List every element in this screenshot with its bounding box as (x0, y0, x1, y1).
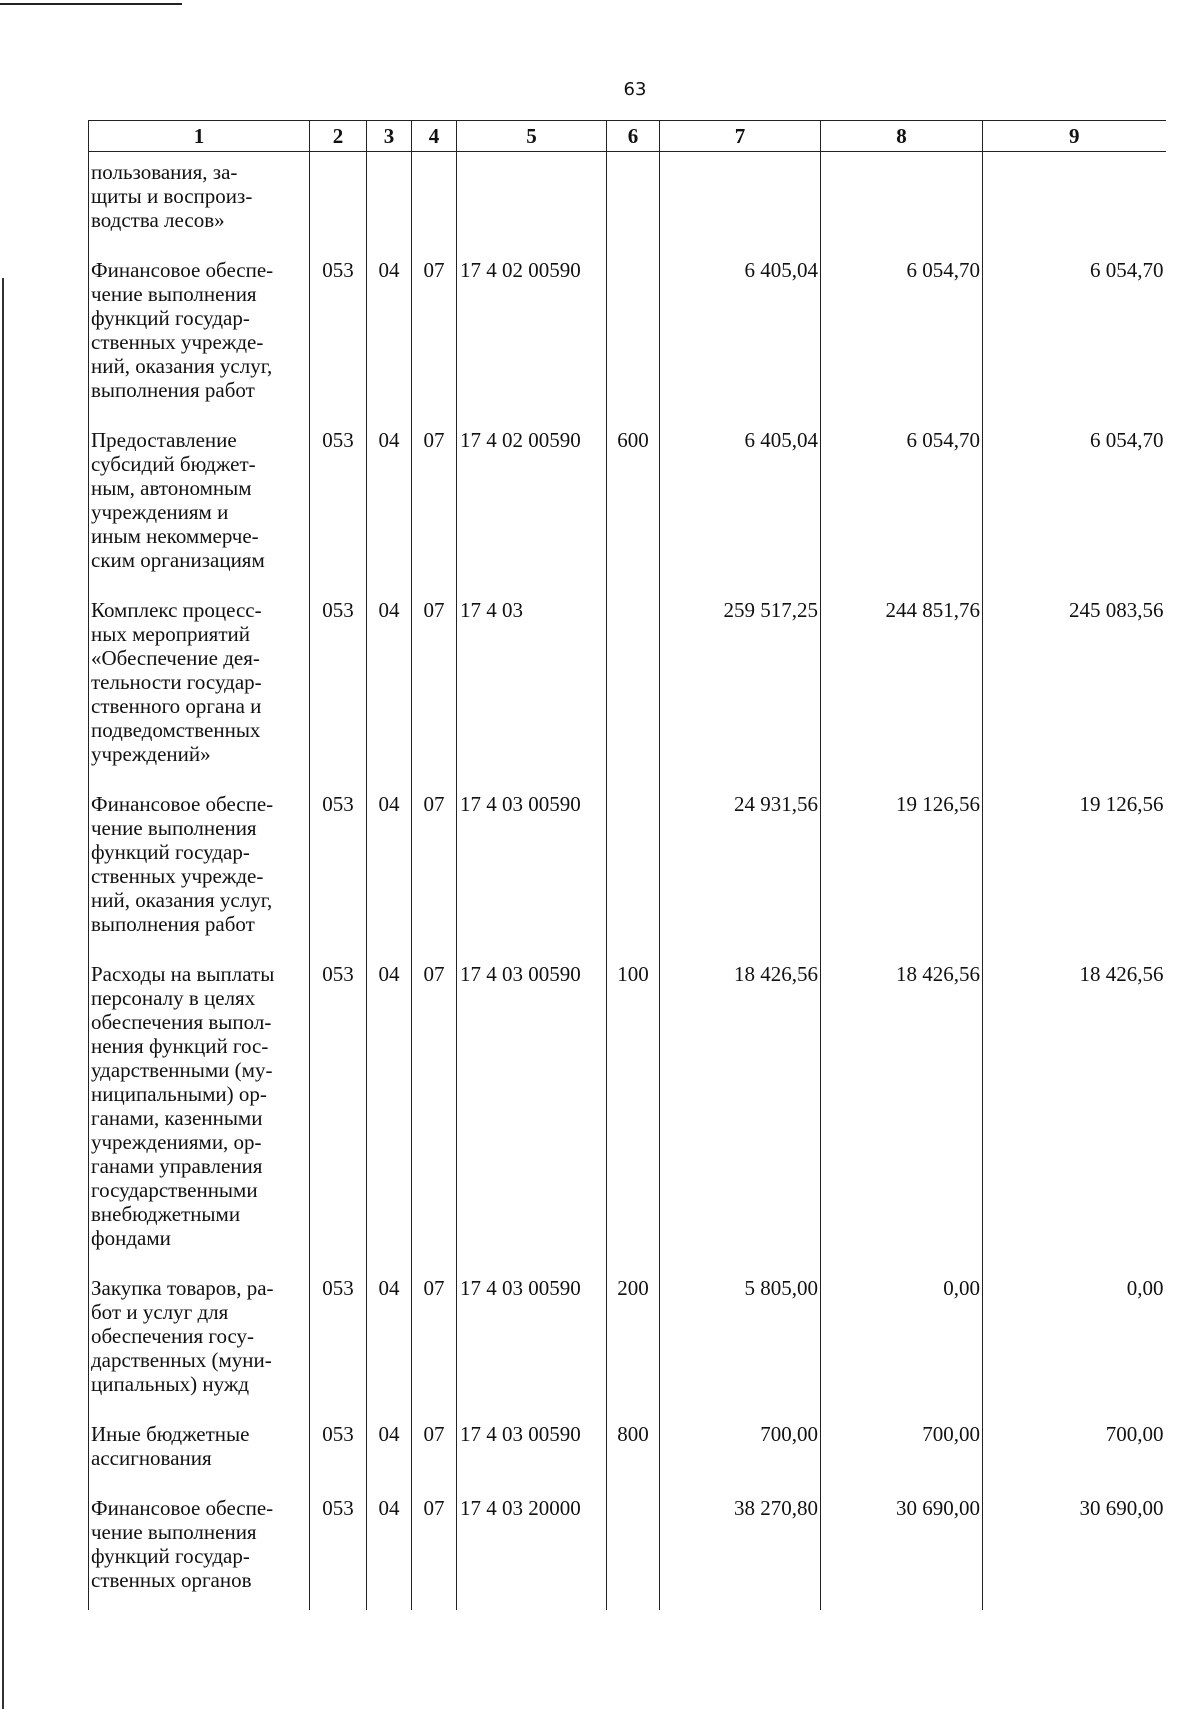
row-amount-year-1-text: 6 405,04 (744, 428, 818, 452)
header-col-4: 4 (412, 121, 457, 152)
row-section-text: 04 (378, 258, 400, 282)
row-amount-year-2 (821, 420, 983, 590)
row-amount-year-2 (821, 152, 983, 251)
row-description-text: Финансовое обеспе- чение выполнения функций государ- ственных учрежде- ний, оказания услуг, выполнения работ (91, 792, 274, 936)
row-description-text: Расходы на выплаты персоналу в целях обеспечения выпол- нения функций гос- ударственными (му- ниципальными) ор- ганами, казенными учреждениями, ор- ганами управления государственными внебюджетными фондами (91, 962, 275, 1250)
row-expense-type (607, 1488, 660, 1610)
row-section (367, 1414, 412, 1488)
row-amount-year-1 (660, 954, 821, 1268)
row-amount-year-3 (983, 1488, 1166, 1610)
row-section-text: 04 (378, 962, 400, 986)
table-row (89, 1414, 1166, 1488)
row-target-article-text: 17 4 03 00590 (460, 1422, 581, 1446)
row-ministry-code (310, 420, 367, 590)
header-col-8: 8 (821, 121, 983, 152)
row-amount-year-3 (983, 784, 1166, 954)
row-subsection-text: 07 (423, 1422, 445, 1446)
row-amount-year-1 (660, 420, 821, 590)
table-row (89, 420, 1166, 590)
row-amount-year-3-text: 700,00 (1105, 1422, 1164, 1446)
row-section (367, 152, 412, 251)
row-ministry-code-text: 053 (322, 258, 354, 282)
row-subsection (412, 152, 457, 251)
scan-edge-top (0, 3, 182, 5)
row-expense-type-text: 200 (617, 1276, 649, 1300)
row-description (89, 152, 310, 251)
row-target-article-text: 17 4 02 00590 (460, 428, 581, 452)
header-col-2: 2 (310, 121, 367, 152)
row-amount-year-2 (821, 1268, 983, 1414)
row-amount-year-3-text: 18 426,56 (1079, 962, 1164, 986)
row-amount-year-2 (821, 590, 983, 784)
row-amount-year-1-text: 259 517,25 (723, 598, 818, 622)
row-amount-year-3-text: 6 054,70 (1090, 258, 1164, 282)
row-amount-year-2-text: 244 851,76 (885, 598, 980, 622)
row-section (367, 954, 412, 1268)
row-section-text: 04 (378, 598, 400, 622)
row-section (367, 784, 412, 954)
row-target-article (457, 1488, 607, 1610)
row-amount-year-3-text: 6 054,70 (1090, 428, 1164, 452)
row-subsection (412, 1414, 457, 1488)
row-expense-type (607, 1268, 660, 1414)
row-subsection-text: 07 (423, 598, 445, 622)
row-target-article-text: 17 4 03 (460, 598, 523, 622)
row-ministry-code-text: 053 (322, 428, 354, 452)
row-ministry-code (310, 590, 367, 784)
table-header-row (89, 121, 1166, 152)
row-amount-year-3-text: 30 690,00 (1079, 1496, 1164, 1520)
row-subsection (412, 590, 457, 784)
row-amount-year-3 (983, 250, 1166, 420)
row-ministry-code-text: 053 (322, 1422, 354, 1446)
row-expense-type (607, 954, 660, 1268)
header-col-3: 3 (367, 121, 412, 152)
row-target-article-text: 17 4 03 00590 (460, 792, 581, 816)
row-target-article (457, 1414, 607, 1488)
row-amount-year-3 (983, 152, 1166, 251)
row-description (89, 1414, 310, 1488)
row-amount-year-3-text: 245 083,56 (1069, 598, 1164, 622)
row-description-text: Финансовое обеспе- чение выполнения функций государ- ственных учрежде- ний, оказания услуг, выполнения работ (91, 258, 274, 402)
row-ministry-code-text: 053 (322, 1276, 354, 1300)
row-amount-year-3 (983, 954, 1166, 1268)
row-description-text: Иные бюджетные ассигнования (91, 1422, 250, 1470)
row-expense-type (607, 590, 660, 784)
row-section (367, 420, 412, 590)
row-expense-type (607, 250, 660, 420)
row-target-article-text: 17 4 03 20000 (460, 1496, 581, 1520)
row-description-text: Финансовое обеспе- чение выполнения функций государ- ственных органов (91, 1496, 274, 1592)
row-subsection (412, 784, 457, 954)
row-amount-year-3-text: 0,00 (1126, 1276, 1164, 1300)
row-subsection-text: 07 (423, 792, 445, 816)
header-col-5: 5 (457, 121, 607, 152)
row-expense-type (607, 152, 660, 251)
row-ministry-code (310, 250, 367, 420)
row-ministry-code (310, 954, 367, 1268)
table-row (89, 590, 1166, 784)
row-subsection-text: 07 (423, 1496, 445, 1520)
row-ministry-code-text: 053 (322, 598, 354, 622)
row-ministry-code (310, 152, 367, 251)
table-row (89, 1268, 1166, 1414)
row-description (89, 590, 310, 784)
table-row (89, 1488, 1166, 1610)
row-target-article (457, 420, 607, 590)
header-col-9: 9 (983, 121, 1166, 152)
row-amount-year-1 (660, 250, 821, 420)
table-row (89, 784, 1166, 954)
row-description-text: Комплекс процесс- ных мероприятий «Обеспечение дея- тельности государ- ственного органа и подведомственных учреждений» (91, 598, 262, 766)
row-amount-year-1-text: 38 270,80 (734, 1496, 818, 1520)
row-expense-type (607, 420, 660, 590)
scan-edge-left (2, 278, 4, 1709)
row-ministry-code (310, 784, 367, 954)
row-amount-year-3-text: 19 126,56 (1079, 792, 1164, 816)
row-subsection (412, 250, 457, 420)
row-amount-year-2-text: 700,00 (922, 1422, 980, 1446)
row-subsection (412, 954, 457, 1268)
row-ministry-code-text: 053 (322, 1496, 354, 1520)
row-ministry-code (310, 1488, 367, 1610)
row-section-text: 04 (378, 1422, 400, 1446)
row-amount-year-2-text: 18 426,56 (896, 962, 980, 986)
header-col-6: 6 (607, 121, 660, 152)
budget-table (88, 120, 1166, 1610)
row-description (89, 784, 310, 954)
row-section-text: 04 (378, 428, 400, 452)
row-description (89, 420, 310, 590)
row-amount-year-2 (821, 954, 983, 1268)
row-expense-type (607, 1414, 660, 1488)
row-description (89, 954, 310, 1268)
row-target-article (457, 250, 607, 420)
row-amount-year-3 (983, 420, 1166, 590)
row-amount-year-1-text: 5 805,00 (744, 1276, 818, 1300)
row-subsection-text: 07 (423, 962, 445, 986)
row-amount-year-2-text: 19 126,56 (896, 792, 980, 816)
row-description-text: Закупка товаров, ра- бот и услуг для обеспечения госу- дарственных (муни- ципальных) нужд (91, 1276, 274, 1396)
row-amount-year-2 (821, 784, 983, 954)
row-target-article (457, 1268, 607, 1414)
row-target-article (457, 152, 607, 251)
row-amount-year-2-text: 0,00 (943, 1276, 980, 1300)
row-amount-year-2-text: 30 690,00 (896, 1496, 980, 1520)
row-amount-year-1 (660, 1488, 821, 1610)
row-subsection-text: 07 (423, 428, 445, 452)
row-amount-year-2 (821, 1414, 983, 1488)
row-description (89, 250, 310, 420)
row-amount-year-2-text: 6 054,70 (906, 258, 980, 282)
row-expense-type-text: 800 (617, 1422, 649, 1446)
row-section (367, 590, 412, 784)
row-target-article (457, 784, 607, 954)
row-amount-year-1 (660, 1414, 821, 1488)
row-ministry-code (310, 1268, 367, 1414)
table-row (89, 954, 1166, 1268)
row-amount-year-1 (660, 1268, 821, 1414)
row-expense-type-text: 600 (617, 428, 649, 452)
row-section-text: 04 (378, 792, 400, 816)
row-target-article-text: 17 4 02 00590 (460, 258, 581, 282)
row-amount-year-1 (660, 590, 821, 784)
table-body (89, 152, 1166, 1611)
header-col-1: 1 (89, 121, 310, 152)
header-col-7: 7 (660, 121, 821, 152)
row-section (367, 250, 412, 420)
row-subsection (412, 1268, 457, 1414)
row-ministry-code (310, 1414, 367, 1488)
row-amount-year-3 (983, 1268, 1166, 1414)
row-description-text: Предоставление субсидий бюджет- ным, автономным учреждениям и иным некоммерче- ским организациям (91, 428, 265, 572)
table-row (89, 250, 1166, 420)
page-number: 63 (623, 79, 647, 100)
row-subsection (412, 1488, 457, 1610)
row-subsection-text: 07 (423, 258, 445, 282)
row-amount-year-1-text: 700,00 (760, 1422, 818, 1446)
row-ministry-code-text: 053 (322, 962, 354, 986)
row-target-article (457, 954, 607, 1268)
row-amount-year-3 (983, 590, 1166, 784)
row-amount-year-1-text: 24 931,56 (734, 792, 818, 816)
row-amount-year-1 (660, 152, 821, 251)
row-target-article-text: 17 4 03 00590 (460, 1276, 581, 1300)
row-description-text: пользования, за- щиты и воспроиз- водства лесов» (91, 160, 253, 232)
row-amount-year-1-text: 6 405,04 (744, 258, 818, 282)
row-amount-year-2 (821, 250, 983, 420)
row-section (367, 1268, 412, 1414)
row-target-article (457, 590, 607, 784)
row-amount-year-1 (660, 784, 821, 954)
row-target-article-text: 17 4 03 00590 (460, 962, 581, 986)
row-description (89, 1268, 310, 1414)
table-row (89, 152, 1166, 251)
row-ministry-code-text: 053 (322, 792, 354, 816)
row-amount-year-2-text: 6 054,70 (906, 428, 980, 452)
row-amount-year-3 (983, 1414, 1166, 1488)
row-section (367, 1488, 412, 1610)
row-subsection-text: 07 (423, 1276, 445, 1300)
row-expense-type (607, 784, 660, 954)
row-amount-year-1-text: 18 426,56 (734, 962, 818, 986)
row-amount-year-2 (821, 1488, 983, 1610)
row-description (89, 1488, 310, 1610)
row-expense-type-text: 100 (617, 962, 649, 986)
row-section-text: 04 (378, 1276, 400, 1300)
row-section-text: 04 (378, 1496, 400, 1520)
row-subsection (412, 420, 457, 590)
